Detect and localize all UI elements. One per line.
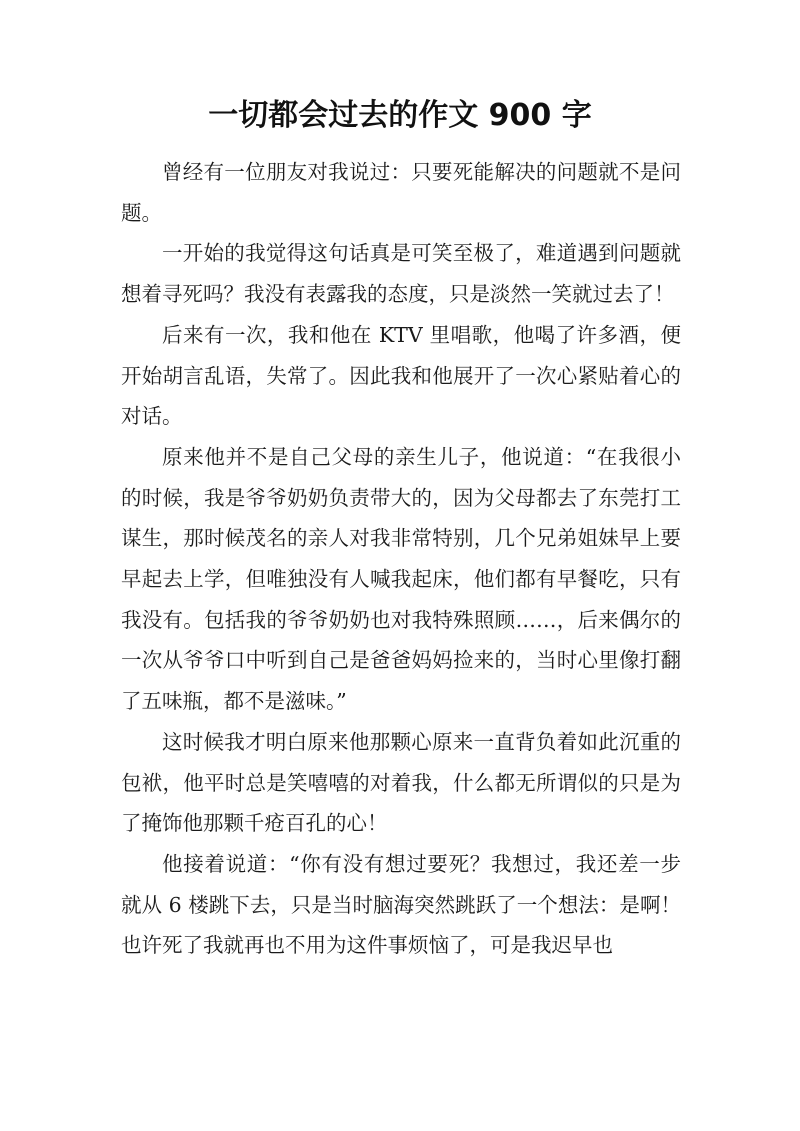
paragraph: 曾经有一位朋友对我说过：只要死能解决的问题就不是问题。 [121,160,681,225]
paragraph: 这时候我才明白原来他那颗心原来一直背负着如此沉重的包袱，他平时总是笑嘻嘻的对着我，什么都无所谓似的只是为了掩饰他那颗千疮百孔的心！ [121,729,681,836]
paragraph: 一开始的我觉得这句话真是可笑至极了，难道遇到问题就想着寻死吗？我没有表露我的态度，只是淡然一笑就过去了！ [121,241,681,307]
document-body [121,152,681,966]
paragraph: 原来他并不是自己父母的亲生儿子，他说道：“在我很小的时候，我是爷爷奶奶负责带大的，因为父母都去了东莞打工谋生，那时候茂名的亲人对我非常特别，几个兄弟姐妹早上要早起去上学，但唯独没有人喊我起床，他们都有早餐吃，只有我没有。包括我的爷爷奶奶也对我特殊照顾……，后来偶尔的一次从爷爷口中听到自己是爸爸妈妈捡来的，当时心里像打翻了五味瓶，都不是滋味。” [121,444,681,714]
paragraph: 他接着说道：“你有没有想过要死？我想过，我还差一步就从 6 楼跳下去，只是当时脑海突然跳跃了一个想法：是啊！也许死了我就再也不用为这件事烦恼了，可是我迟早也 [121,851,681,958]
document-title: 一切都会过去的作文 900 字 [208,98,592,133]
paragraph: 后来有一次，我和他在 KTV 里唱歌，他喝了许多酒，便开始胡言乱语，失常了。因此我和他展开了一次心紧贴着心的对话。 [121,322,681,429]
